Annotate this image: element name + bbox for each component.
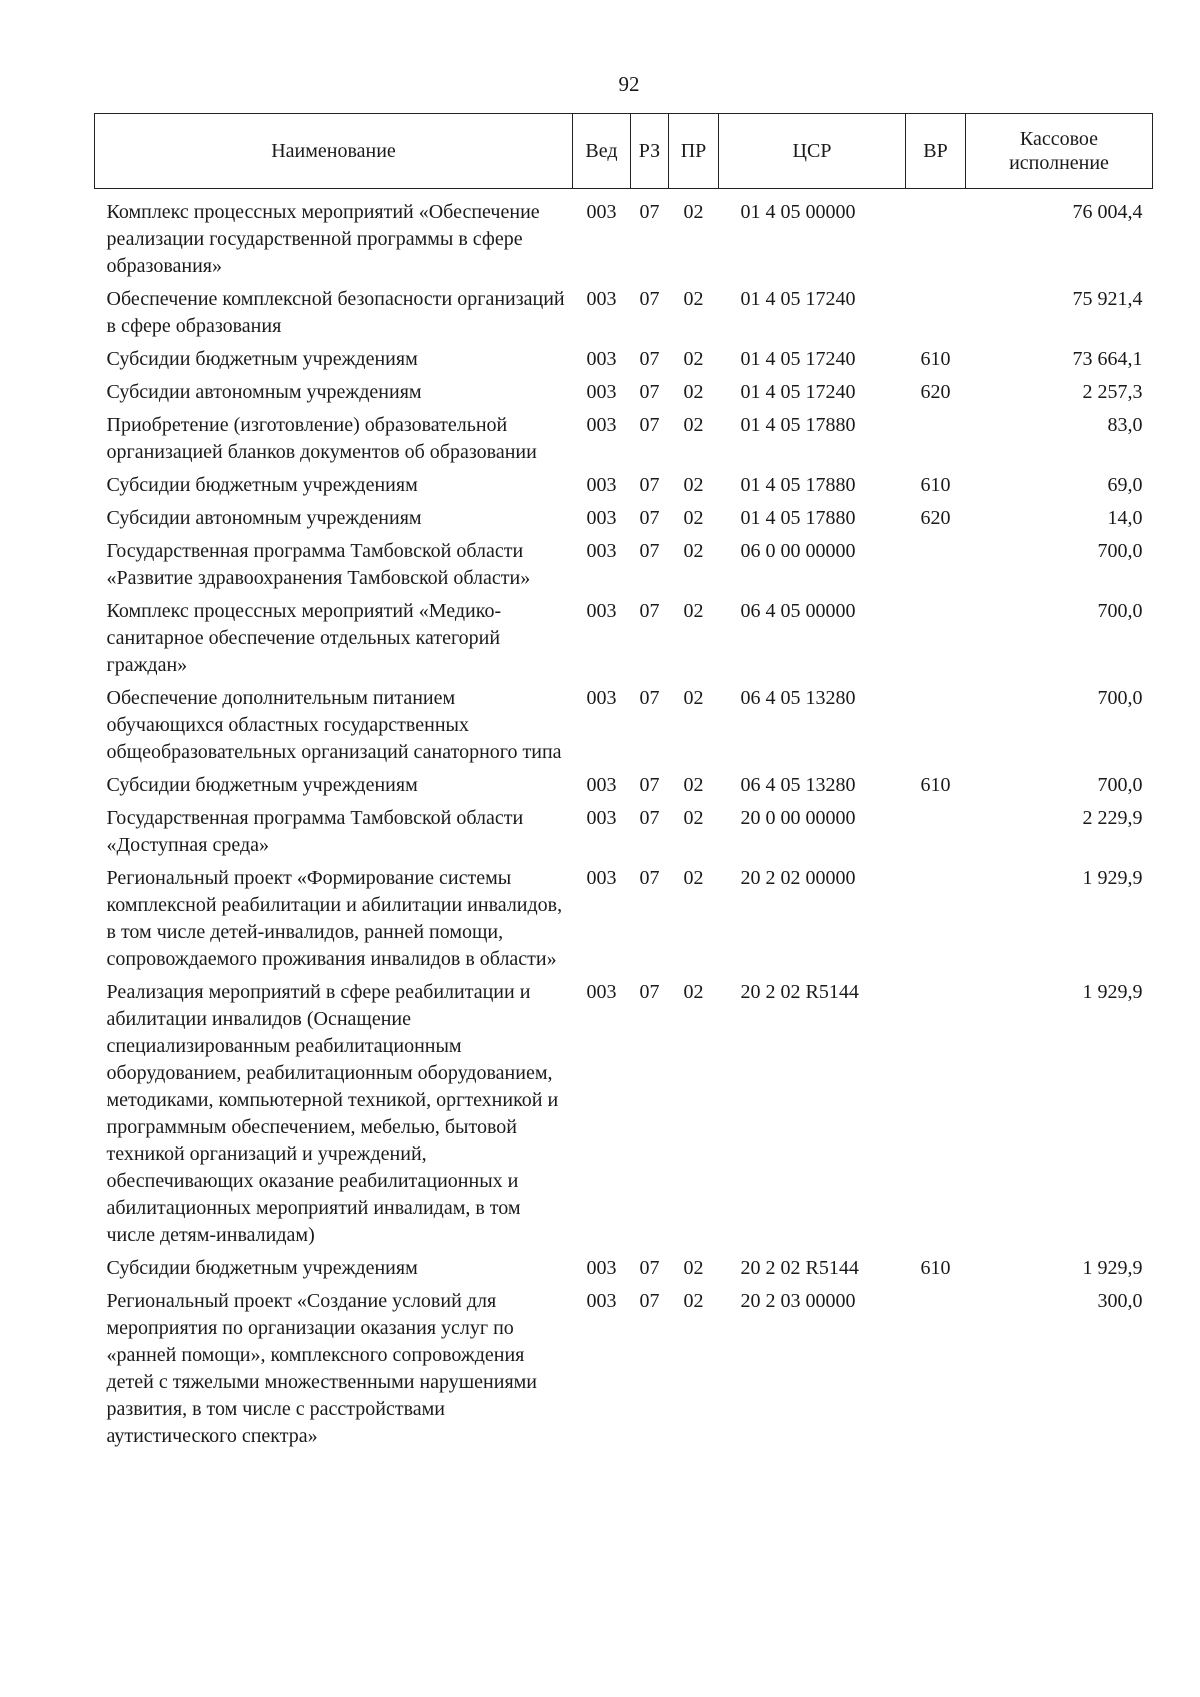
cell-sum: 700,0: [1097, 687, 1143, 709]
cell-pr: 02: [683, 540, 704, 562]
cell-vr: 610: [920, 348, 951, 370]
cell-rz: 07: [639, 414, 660, 436]
table-row: [95, 189, 1153, 287]
cell-sum: 73 664,1: [1072, 348, 1143, 370]
cell-ved: 003: [586, 1257, 617, 1279]
cell-sum: 2 257,3: [1082, 381, 1143, 403]
cell-pr: 02: [683, 507, 704, 529]
cell-name: Реализация мероприятий в сфере реабилитации и абилитации инвалидов (Оснащение специализированным реабилитационным оборудованием, реабилитационным оборудованием, методиками, компьютерной техникой, оргтехникой и программным обеспечением, мебелью, бытовой техникой организаций и учреждений, обеспечивающих оказание реабилитационных и абилитационных мероприятий инвалидам, в том числе детям-инвалидам): [106, 981, 559, 1246]
cell-name: Субсидии бюджетным учреждениям: [106, 1257, 418, 1279]
cell-vr: [906, 1288, 966, 1456]
cell-sum: 75 921,4: [1072, 288, 1143, 310]
cell-ved: 003: [586, 540, 617, 562]
cell-rz: 07: [639, 474, 660, 496]
cell-csr: 06 4 05 13280: [740, 774, 856, 796]
cell-sum: 2 229,9: [1082, 807, 1143, 829]
cell-name: Государственная программа Тамбовской области «Доступная среда»: [106, 807, 524, 856]
cell-sum: 14,0: [1107, 507, 1143, 529]
table-row: [95, 472, 1153, 505]
cell-pr: 02: [683, 687, 704, 709]
cell-vr: 610: [920, 1257, 951, 1279]
cell-name: Обеспечение комплексной безопасности организаций в сфере образования: [106, 288, 565, 337]
header-pr: ПР: [669, 114, 719, 189]
cell-vr: 620: [920, 507, 951, 529]
cell-pr: 02: [683, 414, 704, 436]
cell-name: Приобретение (изготовление) образовательной организацией бланков документов об образовании: [106, 414, 537, 463]
cell-sum: 1 929,9: [1082, 867, 1143, 889]
cell-csr: 06 4 05 13280: [740, 687, 856, 709]
cell-sum: 700,0: [1097, 540, 1143, 562]
cell-pr: 02: [683, 288, 704, 310]
table-row: [95, 979, 1153, 1255]
cell-ved: 003: [586, 1290, 617, 1312]
cell-vr: [906, 979, 966, 1255]
cell-name: Государственная программа Тамбовской области «Развитие здравоохранения Тамбовской области»: [106, 540, 531, 589]
table-row: [95, 538, 1153, 598]
header-sum: Кассовое исполнение: [966, 114, 1153, 189]
table-row: [95, 412, 1153, 472]
cell-name: Комплекс процессных мероприятий «Обеспечение реализации государственной программы в сфере образования»: [106, 201, 540, 277]
cell-ved: 003: [586, 687, 617, 709]
cell-ved: 003: [586, 774, 617, 796]
cell-rz: 07: [639, 348, 660, 370]
cell-pr: 02: [683, 348, 704, 370]
table-row: [95, 286, 1153, 346]
cell-csr: 20 0 00 00000: [740, 807, 856, 829]
header-ved: Вед: [573, 114, 631, 189]
cell-csr: 01 4 05 00000: [740, 201, 856, 223]
cell-sum: 700,0: [1097, 774, 1143, 796]
cell-ved: 003: [586, 201, 617, 223]
header-rz: РЗ: [631, 114, 669, 189]
cell-csr: 01 4 05 17880: [740, 474, 856, 496]
cell-pr: 02: [683, 201, 704, 223]
cell-pr: 02: [683, 381, 704, 403]
cell-pr: 02: [683, 600, 704, 622]
cell-rz: 07: [639, 540, 660, 562]
cell-rz: 07: [639, 1257, 660, 1279]
cell-rz: 07: [639, 600, 660, 622]
cell-vr: [906, 286, 966, 346]
cell-sum: 300,0: [1097, 1290, 1143, 1312]
cell-csr: 20 2 03 00000: [740, 1290, 856, 1312]
cell-csr: 06 4 05 00000: [740, 600, 856, 622]
cell-rz: 07: [639, 507, 660, 529]
cell-csr: 01 4 05 17240: [740, 381, 856, 403]
cell-pr: 02: [683, 474, 704, 496]
budget-table: [94, 113, 1153, 1456]
cell-ved: 003: [586, 288, 617, 310]
table-body: [95, 189, 1153, 1457]
cell-sum: 83,0: [1107, 414, 1143, 436]
cell-ved: 003: [586, 414, 617, 436]
cell-csr: 20 2 02 R5144: [740, 1257, 859, 1279]
table-row: [95, 685, 1153, 772]
cell-ved: 003: [586, 507, 617, 529]
page-number: 92: [618, 72, 640, 96]
cell-vr: 620: [920, 381, 951, 403]
cell-rz: 07: [639, 807, 660, 829]
table-row: [95, 379, 1153, 412]
cell-csr: 01 4 05 17880: [740, 507, 856, 529]
cell-pr: 02: [683, 1257, 704, 1279]
cell-sum: 76 004,4: [1072, 201, 1143, 223]
cell-csr: 20 2 02 00000: [740, 867, 856, 889]
cell-csr: 20 2 02 R5144: [740, 981, 859, 1003]
cell-rz: 07: [639, 774, 660, 796]
table-row: [95, 1288, 1153, 1456]
table-row: [95, 772, 1153, 805]
cell-vr: [906, 598, 966, 685]
cell-vr: [906, 538, 966, 598]
cell-rz: 07: [639, 201, 660, 223]
cell-vr: [906, 189, 966, 287]
table-row: [95, 805, 1153, 865]
table-row: [95, 1255, 1153, 1288]
cell-ved: 003: [586, 981, 617, 1003]
cell-rz: 07: [639, 288, 660, 310]
header-csr: ЦСР: [719, 114, 906, 189]
cell-pr: 02: [683, 981, 704, 1003]
cell-ved: 003: [586, 807, 617, 829]
header-name: Наименование: [95, 114, 573, 189]
cell-name: Субсидии бюджетным учреждениям: [106, 774, 418, 796]
cell-csr: 01 4 05 17880: [740, 414, 856, 436]
cell-vr: 610: [920, 474, 951, 496]
cell-name: Субсидии бюджетным учреждениям: [106, 474, 418, 496]
header-vr: ВР: [906, 114, 966, 189]
cell-ved: 003: [586, 474, 617, 496]
cell-name: Субсидии автономным учреждениям: [106, 381, 422, 403]
cell-csr: 01 4 05 17240: [740, 288, 856, 310]
cell-vr: 610: [920, 774, 951, 796]
cell-rz: 07: [639, 1290, 660, 1312]
table-row: [95, 598, 1153, 685]
cell-vr: [906, 685, 966, 772]
cell-pr: 02: [683, 774, 704, 796]
cell-ved: 003: [586, 381, 617, 403]
cell-sum: 1 929,9: [1082, 981, 1143, 1003]
cell-rz: 07: [639, 981, 660, 1003]
cell-vr: [906, 805, 966, 865]
cell-rz: 07: [639, 867, 660, 889]
table-row: [95, 505, 1153, 538]
cell-name: Региональный проект «Создание условий для мероприятия по организации оказания услуг по «ранней помощи», комплексного сопровождения детей с тяжелыми множественными нарушениями развития, в том числе с расстройствами аутистического спектра»: [106, 1290, 538, 1447]
cell-ved: 003: [586, 867, 617, 889]
cell-name: Субсидии автономным учреждениям: [106, 507, 422, 529]
cell-csr: 06 0 00 00000: [740, 540, 856, 562]
cell-pr: 02: [683, 1290, 704, 1312]
cell-name: Региональный проект «Формирование системы комплексной реабилитации и абилитации инвалидов, в том числе детей-инвалидов, ранней помощи, сопровождаемого проживания инвалидов в области»: [106, 867, 563, 970]
cell-sum: 700,0: [1097, 600, 1143, 622]
cell-name: Субсидии бюджетным учреждениям: [106, 348, 418, 370]
cell-vr: [906, 412, 966, 472]
cell-csr: 01 4 05 17240: [740, 348, 856, 370]
cell-vr: [906, 865, 966, 979]
cell-pr: 02: [683, 807, 704, 829]
table-header: [95, 114, 1153, 189]
cell-name: Комплекс процессных мероприятий «Медико-санитарное обеспечение отдельных категорий граждан»: [106, 600, 502, 676]
table-row: [95, 346, 1153, 379]
cell-sum: 1 929,9: [1082, 1257, 1143, 1279]
table-row: [95, 865, 1153, 979]
cell-rz: 07: [639, 381, 660, 403]
cell-sum: 69,0: [1107, 474, 1143, 496]
cell-pr: 02: [683, 867, 704, 889]
cell-ved: 003: [586, 348, 617, 370]
cell-name: Обеспечение дополнительным питанием обучающихся областных государственных общеобразовательных организаций санаторного типа: [106, 687, 562, 763]
cell-ved: 003: [586, 600, 617, 622]
cell-rz: 07: [639, 687, 660, 709]
